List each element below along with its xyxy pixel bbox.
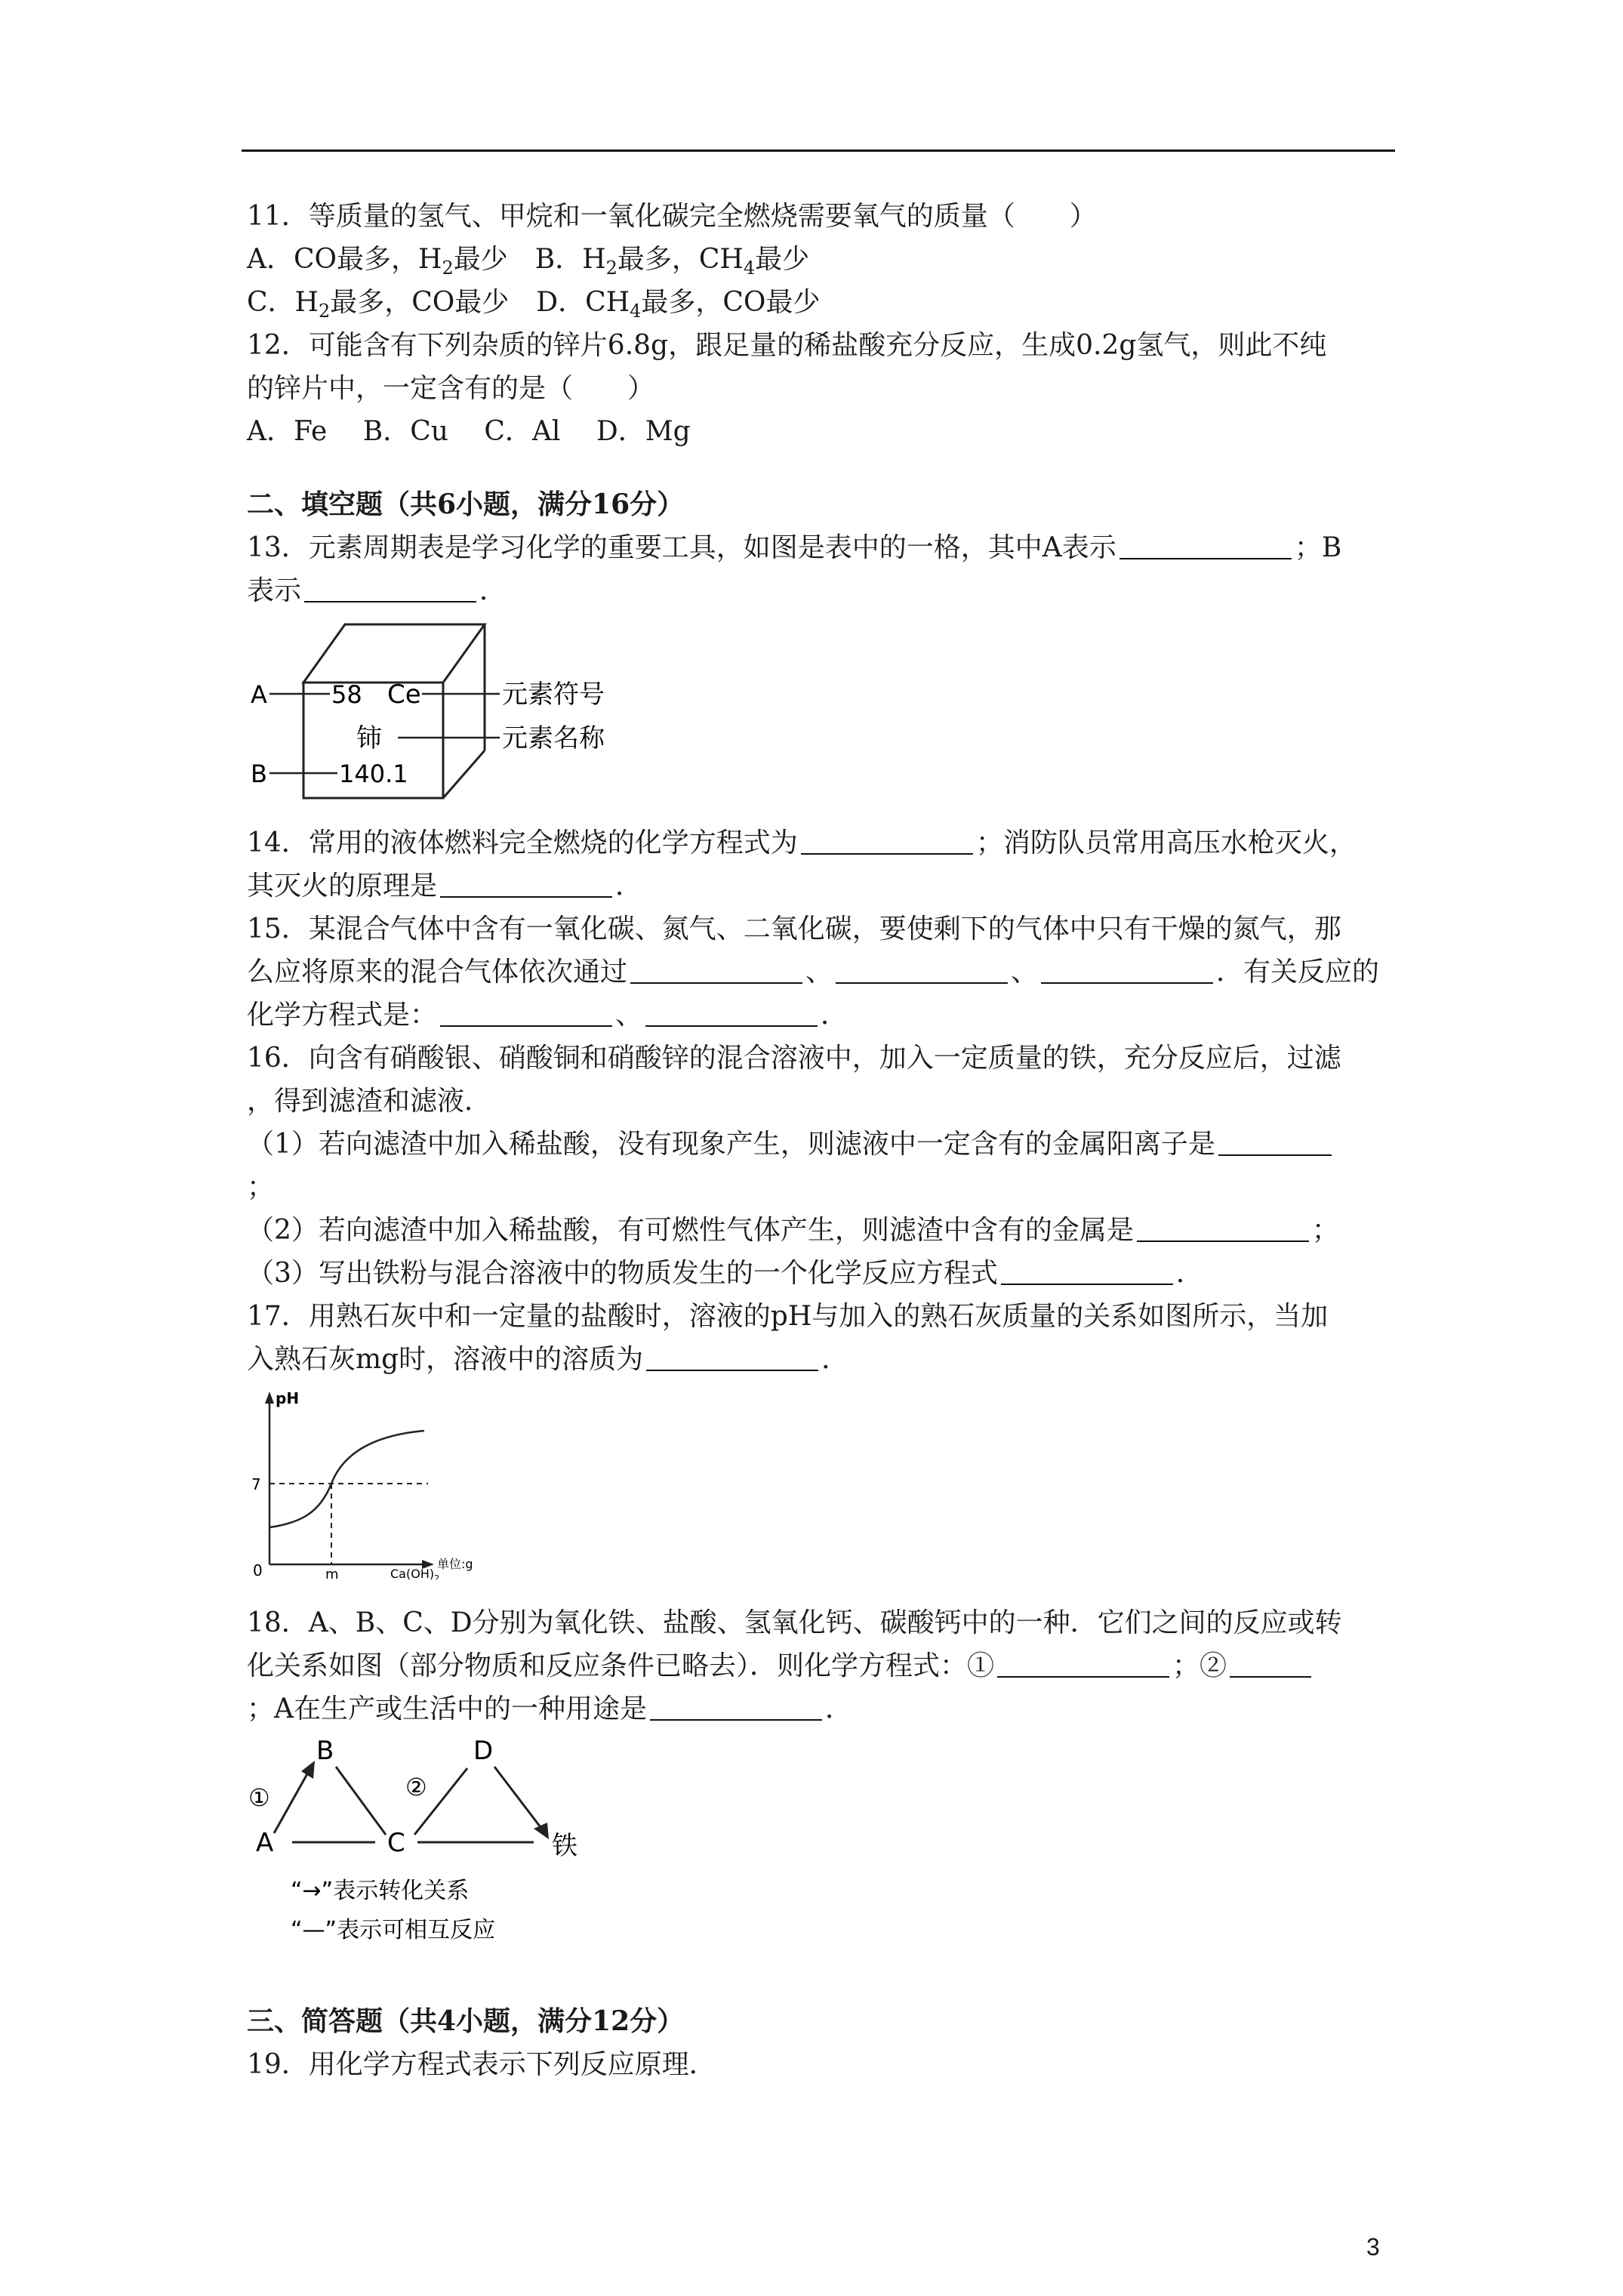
mark-1: ① xyxy=(248,1783,270,1812)
header-rule xyxy=(242,149,1395,152)
unit-label: 单位:g xyxy=(437,1557,473,1571)
q16-sub-1-end: ； xyxy=(247,1172,275,1203)
tag-element-name: 元素名称 xyxy=(502,723,605,754)
q16-blank-2[interactable] xyxy=(1137,1213,1309,1242)
mark-2: ② xyxy=(405,1773,427,1801)
element-name: 铈 xyxy=(356,723,382,754)
q16-blank-3[interactable] xyxy=(1001,1256,1173,1285)
q17-ph-curve-figure xyxy=(247,1387,1394,1592)
q15-line-3: 化学方程式是： 、 ． xyxy=(247,1000,848,1031)
label-a: A xyxy=(251,680,267,709)
q18-blank-3[interactable] xyxy=(650,1692,822,1721)
q11-options-ab: A．CO最多，$H_2$最少 B．$H_2$最多，$CH_4$最少 xyxy=(247,244,810,279)
q18-blank-1[interactable] xyxy=(997,1649,1169,1678)
q16-line-1: 16．向含有硝酸银、硝酸铜和硝酸锌的混合溶液中，加入一定质量的铁，充分反应后，过滤 xyxy=(247,1043,1341,1074)
relation-diagram xyxy=(247,1737,587,1948)
q19-stem: 19．用化学方程式表示下列反应原理． xyxy=(247,2049,716,2080)
q11-stem: 11．等质量的氢气、甲烷和一氧化碳完全燃烧需要氧气的质量（ ） xyxy=(247,201,1097,232)
q18-line-2: 化关系如图（部分物质和反应条件已略去）．则化学方程式：① ；② xyxy=(247,1644,1394,1687)
q14-blank-b[interactable] xyxy=(440,869,612,898)
q13-line-1: 13．元素周期表是学习化学的重要工具，如图是表中的一格，其中A表示 ；B xyxy=(247,532,1342,563)
node-b: B xyxy=(316,1737,334,1766)
q15-blank-4[interactable] xyxy=(440,998,612,1027)
q15-line-2: 么应将原来的混合气体依次通过 、 、 ．有关反应的 xyxy=(247,957,1380,988)
q16-sub-2: （2）若向滤渣中加入稀盐酸，有可燃性气体产生，则滤渣中含有的金属是 ； xyxy=(247,1215,1339,1246)
q14-blank-a[interactable] xyxy=(801,826,973,855)
q14-line-2: 其灭火的原理是 ． xyxy=(247,871,643,901)
q17-line-2: 入熟石灰mg时，溶液中的溶质为 ． xyxy=(247,1344,849,1375)
node-a: A xyxy=(256,1828,274,1858)
q16-sub-1: （1）若向滤渣中加入稀盐酸，没有现象产生，则滤液中一定含有的金属阳离子是 xyxy=(247,1123,1394,1166)
q12-stem-1: 12．可能含有下列杂质的锌片6.8g，跟足量的稀盐酸充分反应，生成0.2g氢气，则此不纯 xyxy=(247,330,1327,361)
node-d: D xyxy=(473,1737,494,1766)
tick-7: 7 xyxy=(251,1475,261,1493)
page-number: 3 xyxy=(1366,2233,1380,2261)
legend-line: “—”表示可相互反应 xyxy=(291,1917,496,1943)
tag-element-symbol: 元素符号 xyxy=(502,680,605,710)
q16-line-2: ，得到滤渣和滤液． xyxy=(247,1086,492,1117)
section-2-heading: 二、填空题（共6小题，满分16分） xyxy=(247,488,685,520)
q13-blank-b[interactable] xyxy=(304,574,476,603)
q16-blank-1[interactable] xyxy=(1218,1127,1332,1156)
legend-arrow: “→”表示转化关系 xyxy=(291,1878,470,1904)
axis-ph-label: pH xyxy=(276,1389,300,1407)
q15-blank-3[interactable] xyxy=(1041,955,1213,984)
q18-blank-2[interactable] xyxy=(1230,1649,1311,1678)
ph-curve-graph xyxy=(247,1387,500,1579)
q15-line-1: 15．某混合气体中含有一氧化碳、氮气、二氧化碳，要使剩下的气体中只有干燥的氮气，那 xyxy=(247,914,1341,945)
element-symbol: Ce xyxy=(387,680,421,710)
section-3-heading: 三、简答题（共4小题，满分12分） xyxy=(247,2005,685,2037)
q15-blank-2[interactable] xyxy=(836,955,1008,984)
q13-periodic-cell-figure xyxy=(247,618,1394,812)
node-iron: 铁 xyxy=(552,1831,577,1861)
exam-content xyxy=(247,195,1394,2086)
x-axis-label: $Ca(OH)_2$ xyxy=(390,1567,440,1579)
q18-relation-figure xyxy=(247,1737,1394,1961)
q15-blank-5[interactable] xyxy=(645,998,818,1027)
atomic-mass: 140.1 xyxy=(339,760,408,788)
q11-options-cd: C．$H_2$最多，CO最少 D．$CH_4$最多，CO最少 xyxy=(247,287,821,322)
q15-blank-1[interactable] xyxy=(630,955,802,984)
q16-sub-3: （3）写出铁粉与混合溶液中的物质发生的一个化学反应方程式 ． xyxy=(247,1258,1203,1289)
q18-line-1: 18．A、B、C、D分别为氧化铁、盐酸、氢氧化钙、碳酸钙中的一种．它们之间的反应或转 xyxy=(247,1607,1342,1638)
periodic-cell-diagram xyxy=(247,618,624,800)
q17-blank[interactable] xyxy=(646,1342,818,1371)
q12-stem-2: 的锌片中，一定含有的是（ ） xyxy=(247,373,655,404)
origin-label: 0 xyxy=(253,1561,263,1579)
q13-line-2: 表示 ． xyxy=(247,575,507,606)
q12-options: A．Fe B．Cu C．Al D．Mg xyxy=(247,416,691,447)
label-b: B xyxy=(251,760,267,788)
tick-m: m xyxy=(325,1567,339,1579)
node-c: C xyxy=(387,1828,405,1858)
q14-line-1: 14．常用的液体燃料完全燃烧的化学方程式为 ；消防队员常用高压水枪灭火， xyxy=(247,827,1357,858)
atomic-number: 58 xyxy=(331,680,362,709)
q18-line-3: ；A在生产或生活中的一种用途是 ． xyxy=(247,1693,853,1724)
q17-line-1: 17．用熟石灰中和一定量的盐酸时，溶液的pH与加入的熟石灰质量的关系如图所示，当加 xyxy=(247,1301,1329,1332)
q13-blank-a[interactable] xyxy=(1119,531,1292,559)
